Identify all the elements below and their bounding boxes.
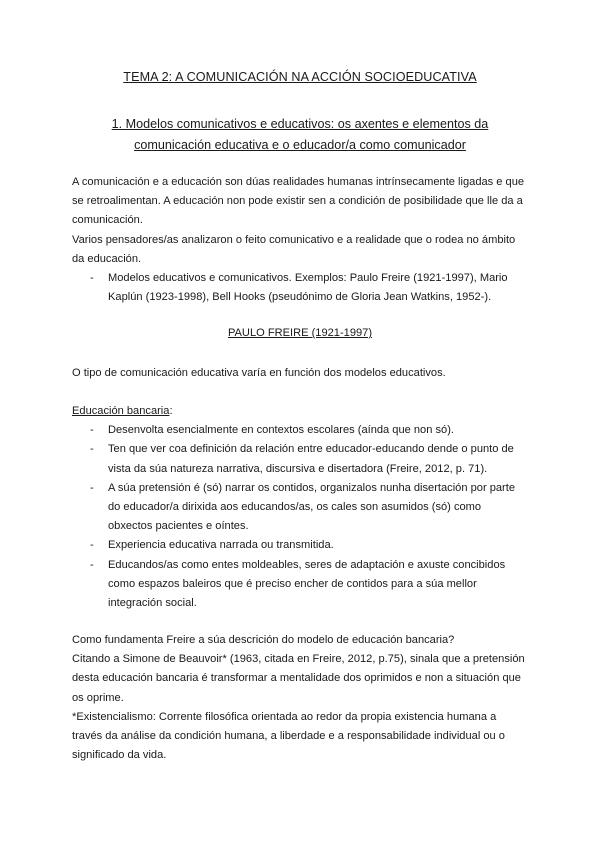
text-line: desta educación bancaria é transformar a mentalidade dos oprimidos e non a situación que <box>72 672 521 685</box>
intro-bullet-list <box>72 269 542 307</box>
bancaria-heading-text: Educación bancaria <box>72 405 170 417</box>
text-line: se retroalimentan. A educación non pode existir sen a condición de posibilidade que lle da a <box>72 195 523 208</box>
list-item <box>72 421 542 440</box>
text-line: Varios pensadores/as analizaron o feito comunicativo e a realidade que o rodea no ámbito <box>72 233 516 246</box>
text-line: Desenvolta esencialmente en contextos escolares (aínda que non só). <box>108 424 454 437</box>
text-line: Kaplún (1923-1998), Bell Hooks (pseudónimo de Gloria Jean Watkins, 1952-). <box>108 291 492 304</box>
bancaria-bullet-list <box>72 421 542 613</box>
text-line: integración social. <box>108 596 197 609</box>
text-line: como espazos baleiros que é preciso encher de contidos para a súa mellor <box>108 577 477 590</box>
section-subtitle <box>0 114 600 156</box>
bancaria-heading <box>72 402 542 421</box>
text-line: través da análise da condición humana, a liberdade e a responsabilidade individual ou o <box>72 729 505 742</box>
text-line: Experiencia educativa narrada ou transmitida. <box>108 539 334 552</box>
dash-bullet-icon: - <box>90 443 94 456</box>
dash-bullet-icon: - <box>90 481 94 494</box>
bancaria-heading-suffix: : <box>169 405 173 417</box>
text-line: da educación. <box>72 252 142 265</box>
dash-bullet-icon: - <box>90 539 94 552</box>
list-item <box>72 269 542 307</box>
text-line: *Existencialismo: Corrente filosófica orientada ao redor da propia existencia humana a <box>72 710 497 723</box>
dash-bullet-icon: - <box>90 424 94 437</box>
subtitle-line: 1. Modelos comunicativos e educativos: os axentes e elementos da <box>111 117 489 131</box>
text-line: obxectos pacientes e oíntes. <box>108 520 249 533</box>
dash-bullet-icon: - <box>90 558 94 571</box>
dash-bullet-icon: - <box>90 271 94 284</box>
page-title: TEMA 2: A COMUNICACIÓN NA ACCIÓN SOCIOEDUCATIVA <box>123 70 477 84</box>
intro-paragraph <box>72 173 542 307</box>
subtitle-line: comunicación educativa e o educador/a como comunicador <box>134 138 466 152</box>
closing-paragraph <box>72 631 542 765</box>
freire-intro <box>72 364 542 383</box>
text-line: Citando a Simone de Beauvoir* (1963, citada en Freire, 2012, p.75), sinala que a pretensión <box>72 653 525 666</box>
text-line: Educandos/as como entes moldeables, seres de adaptación e axuste concibidos <box>108 558 506 571</box>
list-item <box>72 440 542 478</box>
text-line: Modelos educativos e comunicativos. Exemplos: Paulo Freire (1921-1997), Mario <box>108 271 508 284</box>
list-item <box>72 556 542 614</box>
text-line: Como fundamenta Freire a súa descrición do modelo de educación bancaria? <box>72 634 455 646</box>
text-line: A comunicación e a educación son dúas realidades humanas intrínsecamente ligadas e que <box>72 176 525 188</box>
text-line: os oprime. <box>72 691 124 704</box>
freire-heading: PAULO FREIRE (1921-1997) <box>227 327 373 339</box>
text-line: comunicación. <box>72 214 143 227</box>
text-line: vista da súa natureza narrativa, discursiva e disertadora (Freire, 2012, p. 71). <box>108 462 488 475</box>
bancaria-section <box>72 402 542 613</box>
text-line: do educador/a dirixida aos educandos/as, os cales son asumidos (só) como <box>108 500 482 513</box>
text-line: O tipo de comunicación educativa varía en función dos modelos educativos. <box>72 367 446 379</box>
list-item <box>72 536 542 555</box>
list-item <box>72 479 542 537</box>
text-line: Ten que ver coa definición da relación entre educador-educando dende o punto de <box>108 443 514 456</box>
text-line: A súa pretensión é (só) narrar os contidos, organizalos nunha disertación por parte <box>108 481 516 494</box>
text-line: significado da vida. <box>72 749 167 762</box>
